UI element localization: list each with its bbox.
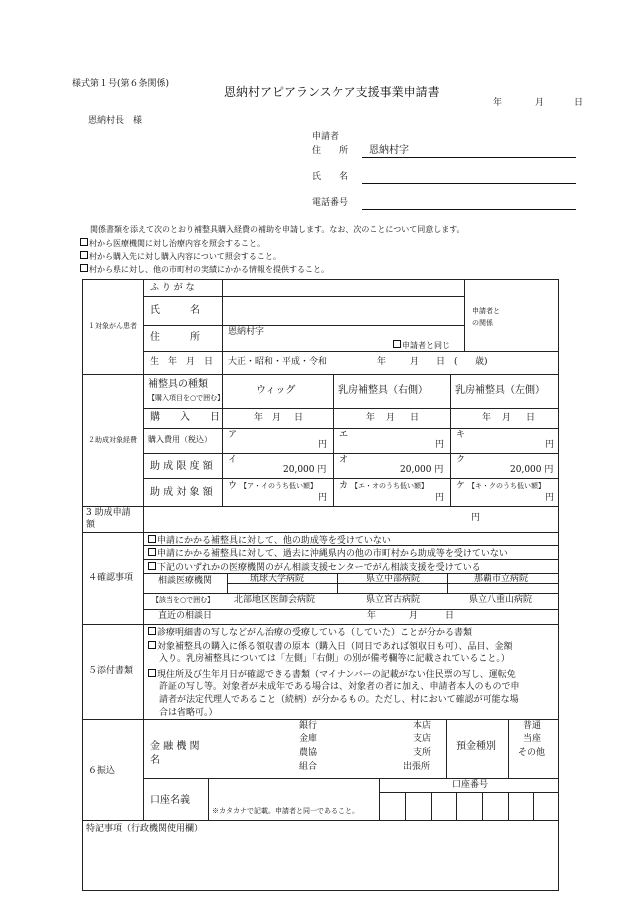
divider <box>143 296 465 297</box>
bank-name-label: 金 融 機 関 <box>150 741 200 752</box>
item-breast-left[interactable]: 乳房補整具（左側） <box>455 385 545 396</box>
divider <box>143 351 559 352</box>
age-label: 歳) <box>475 357 488 367</box>
applicant-phone-field[interactable] <box>362 209 576 210</box>
divider <box>143 593 559 594</box>
divider <box>447 573 448 593</box>
checkbox[interactable] <box>148 548 156 556</box>
date-month: 月 <box>502 413 512 423</box>
table-border-right <box>558 279 559 890</box>
checkbox[interactable] <box>80 264 88 272</box>
divider <box>508 792 509 820</box>
date-month: 月 <box>386 413 396 423</box>
divider <box>143 778 559 779</box>
attach-item-cont: 許証の写し等。対象者が未成年である場合は、対象者の者に加え、申請者本人のもので申 <box>159 682 520 692</box>
cost-letter-a: ア <box>228 430 238 440</box>
divider <box>143 374 144 506</box>
applicant-header: 申請者 <box>312 132 340 142</box>
limit-value: 20,000 円 <box>283 465 327 475</box>
deposit-option[interactable]: 普通 <box>523 721 542 731</box>
account-number-label: 口座番号 <box>452 780 489 790</box>
divider <box>143 559 559 560</box>
checkbox[interactable] <box>148 641 156 649</box>
hospital-option[interactable]: 北部地区医師会病院 <box>234 595 316 605</box>
cost-letter-e: エ <box>339 430 349 440</box>
divider <box>143 506 144 532</box>
patient-address-value[interactable]: 恩納村字 <box>228 327 265 337</box>
attach-item[interactable]: 現住所及び生年月日が確認できる書類（マイナンバーの記載がない住民票の写し、運転免 <box>148 669 516 680</box>
divider <box>82 820 559 821</box>
kind-label: 補整具の種類 <box>148 379 208 390</box>
date-day-label: 日 <box>574 98 584 108</box>
divider <box>143 609 559 610</box>
applicant-name-field[interactable] <box>362 183 576 184</box>
divider <box>143 408 559 409</box>
applicant-address-value[interactable]: 恩納村字 <box>369 145 409 156</box>
target-note: 【エ・オのうち低い額】 <box>351 482 428 490</box>
divider <box>82 719 559 720</box>
purchase-date-label: 購 入 日 <box>150 412 220 423</box>
date-year-label: 年 <box>493 98 503 108</box>
org-label: 相談医療機関 <box>158 576 213 586</box>
consent-item[interactable]: 村から医療機関に対し治療内容を照会すること。 <box>80 238 265 248</box>
addressee: 恩納村長 様 <box>88 116 143 126</box>
patient-name-label: 氏 名 <box>150 305 200 316</box>
attach-item-cont: 入り。乳房補整具については「左側」「右側」の別が備考欄等に記載されていること。） <box>159 654 510 664</box>
table-border-bottom <box>82 890 559 891</box>
cost-yen: 円 <box>435 440 445 450</box>
limit-label: 助 成 限 度 額 <box>150 461 213 472</box>
cost-yen: 円 <box>545 440 555 450</box>
recent-year: 年 <box>367 611 377 621</box>
section1-title: １対象がん患者 <box>88 322 137 330</box>
divider <box>508 719 509 778</box>
section3-title-2: 額 <box>86 520 96 530</box>
checkbox[interactable] <box>148 562 156 570</box>
divider <box>450 374 451 506</box>
checkbox[interactable] <box>148 669 156 677</box>
check-item[interactable]: 申請にかかる補整具に対して、他の助成等を受けていない <box>148 535 391 546</box>
checkbox[interactable] <box>393 340 401 348</box>
intro-text: 関係書類を添えて次のとおり補整具購入経費の補助を申請します。なお、次のことについて同意します。 <box>90 225 465 234</box>
org-note: 【該当を○で囲む】 <box>152 596 215 604</box>
cost-label: 購入費用（税込） <box>148 435 212 444</box>
target-note: 【キ・クのうち低い額】 <box>468 482 545 490</box>
date-day: 日 <box>294 413 304 423</box>
divider <box>482 792 483 820</box>
divider <box>379 792 559 793</box>
limit-value: 20,000 円 <box>510 465 554 475</box>
limit-value: 20,000 円 <box>400 465 444 475</box>
attach-item[interactable]: 診療明細書の写しなどがん治療の受療している（していた）ことが分かる書類 <box>148 627 472 638</box>
age-open: ( <box>454 357 458 367</box>
cost-yen: 円 <box>318 440 328 450</box>
date-month: 月 <box>272 413 282 423</box>
deposit-option[interactable]: その他 <box>518 748 546 758</box>
cost-letter-ki: キ <box>456 430 466 440</box>
target-yen: 円 <box>435 493 445 503</box>
deposit-type-label: 預金種別 <box>456 741 496 752</box>
check-item[interactable]: 申請にかかる補整具に対して、過去に沖縄県内の他の市町村から助成等を受けていない <box>148 548 508 559</box>
checkbox[interactable] <box>80 238 88 246</box>
table-border-left <box>82 279 83 890</box>
account-holder-label: 口座名義 <box>150 795 190 806</box>
divider <box>143 478 559 479</box>
attach-item-cont: 請者が法定代理人であること（続柄）が分かるもの。ただし、村において確認が可能な場 <box>159 695 519 705</box>
branch-type[interactable]: 本店 <box>413 721 432 731</box>
furigana-label: ふ り が な <box>150 283 195 293</box>
divider <box>82 624 559 625</box>
account-holder-note: ※カタカナで記載。申請者と同一であること。 <box>212 807 359 815</box>
target-letter-ke: ケ <box>456 481 466 491</box>
divider <box>208 778 209 820</box>
checkbox[interactable] <box>80 251 88 259</box>
divider <box>143 428 559 429</box>
divider <box>143 279 144 374</box>
bank-type[interactable]: 農協 <box>299 748 318 758</box>
limit-letter-o: オ <box>339 455 349 465</box>
divider <box>379 778 380 820</box>
date-year: 年 <box>482 413 492 423</box>
bank-type[interactable]: 組合 <box>299 762 318 772</box>
target-yen: 円 <box>545 493 555 503</box>
deposit-option[interactable]: 当座 <box>523 734 542 744</box>
divider <box>333 374 334 506</box>
dob-day: 日 <box>436 357 446 367</box>
date-year: 年 <box>366 413 376 423</box>
consent-item[interactable]: 村から購入先に対し購入内容について照会すること。 <box>80 251 281 261</box>
special-remarks-label: 特記事項（行政機関使用欄） <box>86 824 204 834</box>
item-breast-right[interactable]: 乳房補整具（右側） <box>338 385 428 396</box>
hospital-option[interactable]: 琉球大学病院 <box>250 574 305 584</box>
divider <box>82 532 559 533</box>
checkbox[interactable] <box>148 627 156 635</box>
hospital-option[interactable]: 県立八重山病院 <box>469 595 533 605</box>
date-day: 日 <box>526 413 536 423</box>
date-day: 日 <box>410 413 420 423</box>
section5-title: ５添付書類 <box>88 666 134 676</box>
bank-type[interactable]: 銀行 <box>299 721 318 731</box>
date-month-label: 月 <box>535 98 545 108</box>
dob-label: 生 年 月 日 <box>150 357 214 367</box>
dob-year: 年 <box>377 357 387 367</box>
divider <box>82 506 559 507</box>
applicant-address-label: 住 所 <box>312 146 349 156</box>
recent-consult-label: 直近の相談日 <box>158 611 213 621</box>
bank-type[interactable]: 金庫 <box>299 734 318 744</box>
applicant-address-line <box>362 157 576 158</box>
table-border-top <box>82 279 559 280</box>
divider <box>143 453 559 454</box>
section3-title: 3 助成申請 <box>86 508 131 518</box>
divider <box>533 792 534 820</box>
target-letter-u: ウ <box>228 481 238 491</box>
recent-day: 日 <box>445 611 455 621</box>
branch-type[interactable]: 出張所 <box>403 762 431 772</box>
branch-type[interactable]: 支店 <box>413 734 432 744</box>
divider <box>143 325 465 326</box>
limit-letter-ku: ク <box>456 455 466 465</box>
consent-item[interactable]: 村から県に対し、他の市町村の実績にかかる情報を提供すること。 <box>80 264 329 274</box>
checkbox[interactable] <box>148 535 156 543</box>
branch-type[interactable]: 支所 <box>413 748 432 758</box>
applicant-name-label: 氏 名 <box>312 172 349 182</box>
divider <box>464 279 465 351</box>
divider <box>227 573 228 593</box>
relation-label-2: の関係 <box>472 319 493 327</box>
patient-address-label: 住 所 <box>150 332 200 343</box>
hospital-option[interactable]: 県立中部病院 <box>366 574 421 584</box>
limit-letter-i: イ <box>228 455 238 465</box>
section4-title: ４確認事項 <box>88 573 134 583</box>
divider <box>431 792 432 820</box>
hospital-option[interactable]: 那覇市立病院 <box>474 574 529 584</box>
check-item[interactable]: 下記のいずれかの医療機関のがん相談支援センターでがん相談支援を受けている <box>148 562 481 573</box>
form-title: 恩納村アピアランスケア支援事業申請書 <box>224 85 440 99</box>
bank-name-label-2: 名 <box>150 755 160 766</box>
relation-label: 申請者と <box>472 307 500 315</box>
same-as-applicant-checkbox[interactable]: 申請者と同じ <box>393 340 450 350</box>
divider <box>82 374 559 375</box>
target-note: 【ア・イのうち低い額】 <box>240 482 317 490</box>
applicant-phone-label: 電話番号 <box>312 198 349 208</box>
attach-item[interactable]: 対象補整具の購入に係る領収書の原本（購入日（同日であれば領収日も可）、品目、金額 <box>148 641 513 652</box>
item-wig[interactable]: ウィッグ <box>256 385 296 396</box>
kind-note: 【購入項目を○で囲む】 <box>148 394 225 402</box>
section6-title: ６振込 <box>88 766 116 776</box>
divider <box>143 624 144 719</box>
attach-item-cont: 合は省略可。） <box>159 708 218 718</box>
recent-month: 月 <box>409 611 419 621</box>
era-options[interactable]: 大正・昭和・平成・令和 <box>228 357 328 367</box>
divider <box>222 279 223 374</box>
form-number: 様式第１号(第６条関係) <box>72 79 170 89</box>
target-yen: 円 <box>318 493 328 503</box>
divider <box>405 792 406 820</box>
section2-title: ２助成対象経費 <box>88 436 137 444</box>
target-letter-ka: カ <box>339 481 349 491</box>
divider <box>143 719 144 820</box>
date-year: 年 <box>254 413 264 423</box>
application-amount-yen[interactable]: 円 <box>471 513 481 523</box>
divider <box>337 573 338 593</box>
hospital-option[interactable]: 県立宮古病院 <box>366 595 421 605</box>
dob-month: 月 <box>410 357 420 367</box>
divider <box>456 792 457 820</box>
divider <box>446 719 447 778</box>
target-label: 助 成 対 象 額 <box>150 487 213 498</box>
